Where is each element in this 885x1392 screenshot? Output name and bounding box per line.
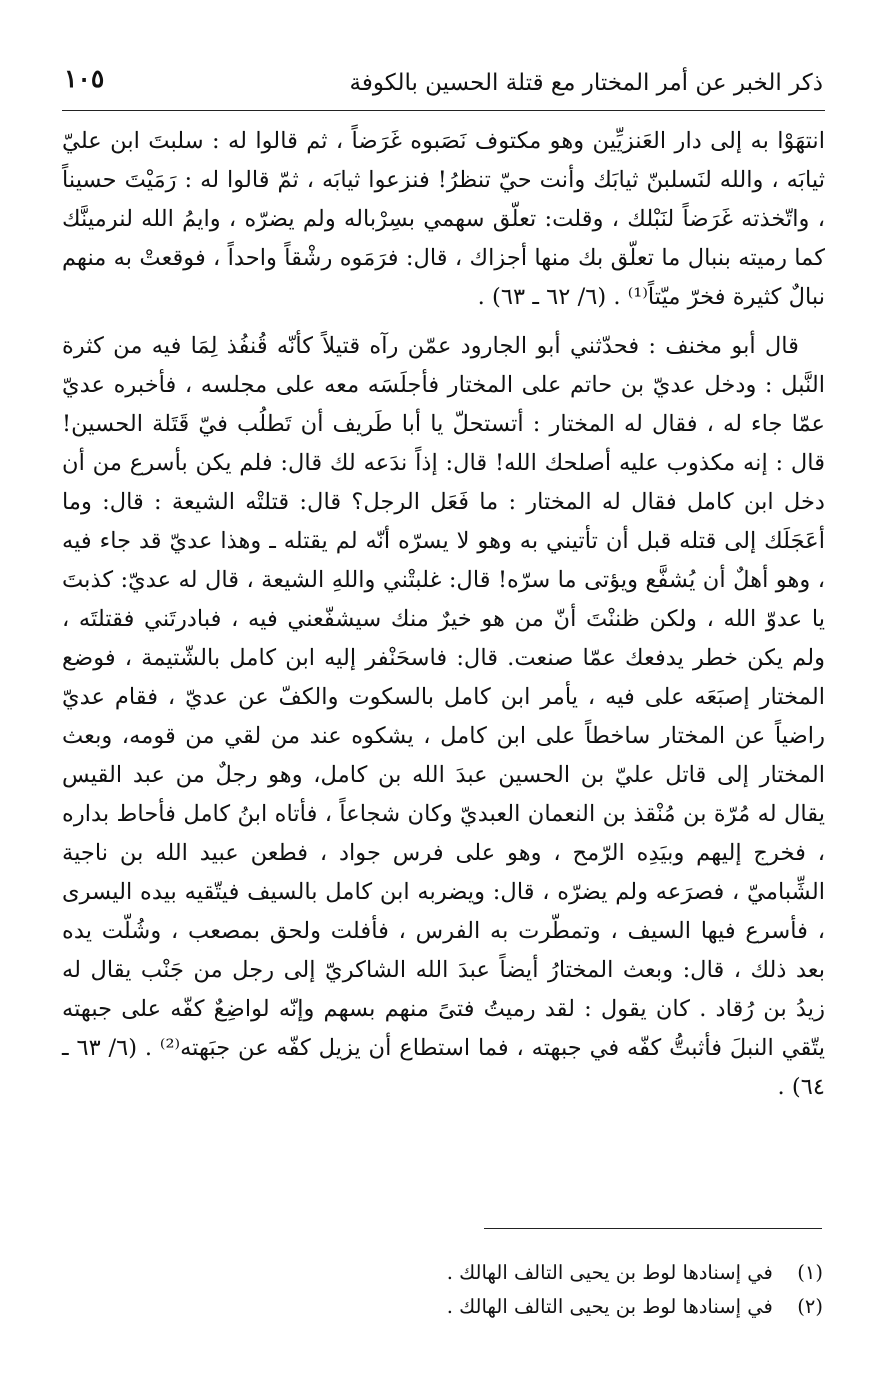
footnote-number: (١) — [797, 1261, 823, 1284]
running-header — [62, 58, 825, 111]
footnote-divider — [484, 1228, 822, 1229]
footnote — [300, 1256, 823, 1290]
body-text — [62, 122, 825, 1107]
footnote-number: (٢) — [797, 1295, 823, 1318]
footnotes — [300, 1256, 823, 1324]
paragraph: انتهَوْا به إلى دار العَنزيِّين وهو مكتوف نَصَبوه غَرَضاً ، ثم قالوا له : سلبتَ ابن عليّ ثيابَه ، والله لنَسلبنّ ثيابَك وأنت حيّ تنظرُ! فنزعوا ثيابَه ، ثمّ قالوا له : رَمَيْتَ حسيناً ، واتّخذته غَرَضاً لنَبْلك ، وقلت: تعلّق سهمي بسِرْباله ولم يضرّه ، وايمُ الله لنرمينَّك كما رميته بنبال ما تعلّق بك منها أجزاك ، قال: فرَمَوه رشْقاً واحداً ، فوقعتْ به منهم نبالٌ كثيرة فخرّ ميّتاً⁽¹⁾ . (٦/ ٦٢ ـ ٦٣) . — [62, 128, 825, 310]
chapter-title: ذكر الخبر عن أمر المختار مع قتلة الحسين بالكوفة — [349, 70, 823, 96]
footnote-text: في إسنادها لوط بن يحيى التالف الهالك . — [446, 1261, 773, 1284]
page-number: ١٠٥ — [64, 64, 105, 93]
footnote — [300, 1290, 823, 1324]
footnote-text: في إسنادها لوط بن يحيى التالف الهالك . — [446, 1295, 773, 1318]
paragraph: قال أبو مخنف : فحدّثني أبو الجارود عمّن رآه قتيلاً كأنّه قُنفُذ لِمَا فيه من كثرة النَّبل : ودخل عديّ بن حاتم على المختار فأجلَسَه معه على مجلسه ، فأخبره عديّ عمّا جاء له ، فقال له المختار : أتستحلّ يا أبا طَريف أن تَطلُب فيّ قَتَلة الحسين! قال : إنه مكذوب عليه أصلحك الله! قال: إذاً ندَعه لك قال: فلم يكن بأسرع من أن دخل ابن كامل فقال له المختار : ما فَعَل الرجل؟ قال: قتلتْه الشيعة : قال: وما أعَجَلَك إلى قتله قبل أن تأتيني به وهو لا يسرّه أنّه لم يقتله ـ وهذا عديّ قد جاء فيه ، وهو أهلٌ أن يُشفَّع ويؤتى ما سرّه! قال: غلبتْني واللهِ الشيعة ، قال له عديّ: كذبتَ يا عدوّ الله ، ولكن ظننْتَ أنّ من هو خيرٌ منك سيشفّعني فيه ، فبادرتَني فقتلتَه ، ولم يكن خطر يدفعك عمّا صنعت. قال: فاسحَنْفر إليه ابن كامل بالشّتيمة ، فوضع المختار إصبَعَه على فيه ، يأمر ابن كامل بالسكوت والكفّ عن عديّ ، فقام عديّ راضياً عن المختار ساخطاً على ابن كامل ، يشكوه عند من لقي من قومه، وبعث المختار إلى قاتل عليّ بن الحسين عبدَ الله بن كامل، وهو رجلٌ من عبد القيس يقال له مُرّة بن مُنْقذ بن النعمان العبديّ وكان شجاعاً ، فأتاه ابنُ كامل فأحاط بداره ، فخرج إليهم وبيَدِه الرّمح ، وهو على فرس جواد ، فطعن عبيد الله بن ناجية الشِّباميّ ، فصرَعه ولم يضرّه ، قال: ويضربه ابن كامل بالسيف فيتّقيه بيده اليسرى ، فأسرع فيها السيف ، وتمطّرت به الفرس ، فأفلت ولحق بمصعب ، وشُلّت يده بعد ذلك ، قال: وبعث المختارُ أيضاً عبدَ الله الشاكريّ إلى رجل من جَنْب يقال له زيدُ بن رُقاد . كان يقول : لقد رميتُ فتىً منهم بسهم وإنّه لواضِعٌ كفّه على جبهته يتّقي النبلَ فأثبتُّ كفّه في جبهته ، فما استطاع أن يزيل كفّه عن جبَهته⁽²⁾ . (٦/ ٦٣ ـ ٦٤) . — [62, 333, 825, 1100]
